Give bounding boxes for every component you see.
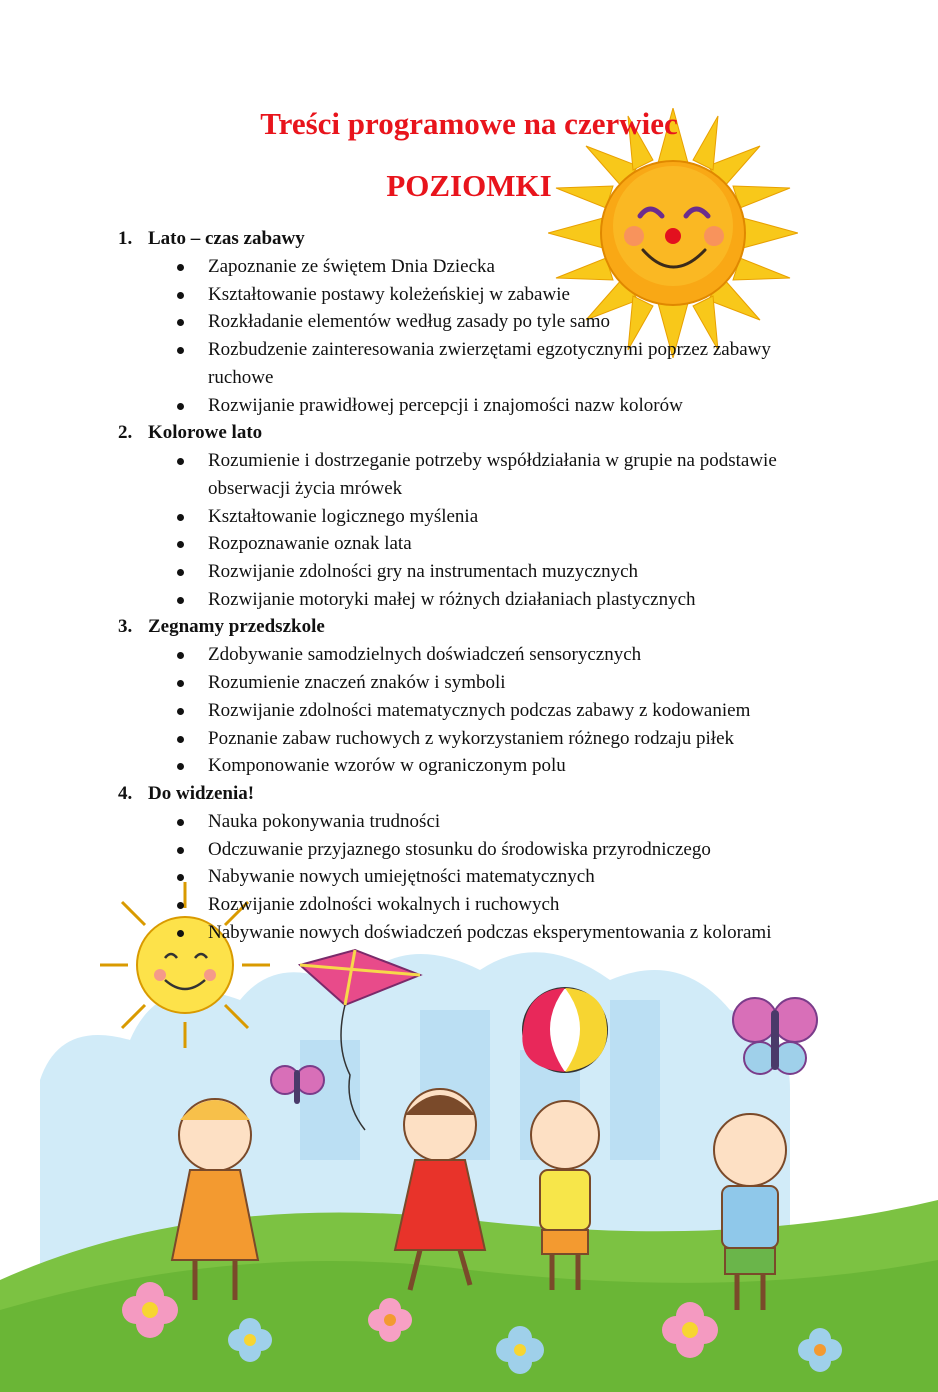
butterfly-icon (733, 998, 817, 1074)
list-item: Poznanie zabaw ruchowych z wykorzystaniem różnego rodzaju piłek (118, 725, 858, 753)
bullet-icon (177, 930, 184, 937)
list-item: Rozbudzenie zainteresowania zwierzętami egzotycznymi poprzez zabawy ruchowe (118, 336, 858, 391)
program-content (118, 225, 858, 946)
beach-ball-icon (522, 988, 607, 1072)
bullet-icon (177, 403, 184, 410)
bullet-list (118, 253, 858, 419)
bullet-icon (177, 902, 184, 909)
bullet-icon (177, 514, 184, 521)
list-item: Odczuwanie przyjaznego stosunku do środowiska przyrodniczego (118, 836, 858, 864)
section-4 (118, 780, 858, 947)
list-item: Kształtowanie logicznego myślenia (118, 503, 858, 531)
bullet-icon (177, 819, 184, 826)
bullet-icon (177, 292, 184, 299)
section-title: Lato – czas zabawy (148, 228, 305, 249)
bullet-list (118, 447, 858, 613)
bullet-icon (177, 763, 184, 770)
section-heading (118, 225, 858, 253)
bullet-icon (177, 541, 184, 548)
section-number: 1. (118, 228, 133, 249)
list-item: Zdobywanie samodzielnych doświadczeń sensorycznych (118, 641, 858, 669)
list-item: Nauka pokonywania trudności (118, 808, 858, 836)
bullet-icon (177, 569, 184, 576)
bullet-icon (177, 264, 184, 271)
list-item: Rozwijanie motoryki małej w różnych działaniach plastycznych (118, 586, 858, 614)
list-item: Rozkładanie elementów według zasady po tyle samo (118, 308, 858, 336)
section-heading (118, 419, 858, 447)
section-title: Zegnamy przedszkole (148, 616, 325, 638)
section-3 (118, 613, 858, 780)
list-item: Komponowanie wzorów w ograniczonym polu (118, 752, 858, 780)
bullet-list (118, 641, 858, 780)
bullet-icon (177, 597, 184, 604)
list-item: Rozumienie i dostrzeganie potrzeby współdziałania w grupie na podstawie obserwacji życia mrówek (118, 447, 858, 502)
section-title: Do widzenia! (148, 782, 255, 804)
bullet-icon (177, 847, 184, 854)
bullet-list (118, 808, 858, 947)
list-item: Rozwijanie zdolności wokalnych i ruchowych (118, 891, 858, 919)
bullet-icon (177, 680, 184, 687)
bullet-icon (177, 652, 184, 659)
bullet-icon (177, 319, 184, 326)
list-item: Zapoznanie ze świętem Dnia Dziecka (118, 253, 858, 281)
page-title: Treści programowe na czerwiec (260, 106, 678, 141)
list-item: Rozumienie znaczeń znaków i symboli (118, 669, 858, 697)
list-item: Nabywanie nowych doświadczeń podczas eksperymentowania z kolorami (118, 919, 858, 947)
bullet-icon (177, 458, 184, 465)
list-item: Rozwijanie zdolności matematycznych podczas zabawy z kodowaniem (118, 697, 858, 725)
bullet-icon (177, 736, 184, 743)
section-number: 3. (118, 616, 133, 638)
bullet-icon (177, 708, 184, 715)
section-heading (118, 613, 858, 641)
list-item: Nabywanie nowych umiejętności matematycznych (118, 863, 858, 891)
section-title: Kolorowe lato (148, 422, 263, 444)
list-item: Kształtowanie postawy koleżeńskiej w zabawie (118, 281, 858, 309)
section-heading (118, 780, 858, 808)
bullet-icon (177, 874, 184, 881)
list-item: Rozwijanie zdolności gry na instrumentach muzycznych (118, 558, 858, 586)
section-number: 2. (118, 422, 133, 444)
section-2 (118, 419, 858, 613)
list-item: Rozwijanie prawidłowej percepcji i znajomości nazw kolorów (118, 392, 858, 420)
section-number: 4. (118, 782, 133, 804)
list-item: Rozpoznawanie oznak lata (118, 530, 858, 558)
section-1 (118, 225, 858, 419)
group-name: POZIOMKI (386, 168, 552, 203)
children-playing-illustration (0, 880, 938, 1392)
bullet-icon (177, 347, 184, 354)
